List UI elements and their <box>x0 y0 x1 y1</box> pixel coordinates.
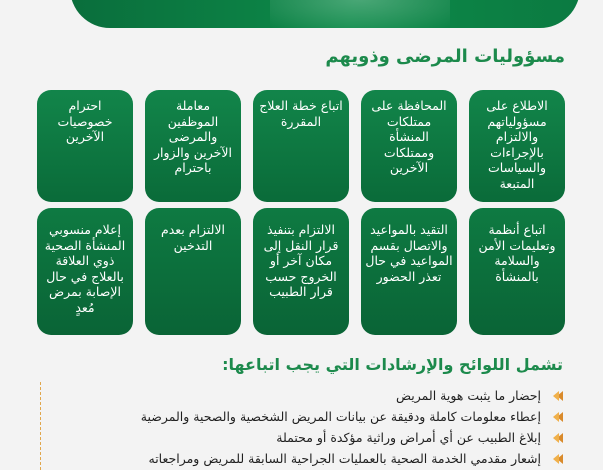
responsibility-column-5 <box>37 90 133 335</box>
responsibility-card: الالتزام بتنفيذ قرار النقل إلى مكان آخر أو الخروج حسب قرار الطبيب <box>253 208 349 335</box>
list-item <box>43 448 563 469</box>
arrow-bullet-icon <box>553 391 563 401</box>
responsibility-card: إعلام منسوبي المنشأة الصحية ذوي العلاقة بالعلاج في حال الإصابة بمرض مُعدٍ <box>37 208 133 335</box>
responsibility-card: الاطلاع على مسؤولياتهم والالتزام بالإجراءات والسياسات المتبعة <box>469 90 565 202</box>
responsibility-card: معاملة الموظفين والمرضى الآخرين والزوار باحترام <box>145 90 241 202</box>
responsibility-card: اتباع أنظمة وتعليمات الأمن والسلامة بالمنشأة <box>469 208 565 335</box>
guidelines-heading: تشمل اللوائح والإرشادات التي يجب اتباعها: <box>222 355 563 374</box>
header-banner <box>70 0 580 28</box>
responsibility-column-1 <box>469 90 565 335</box>
responsibility-card: الالتزام بعدم التدخين <box>145 208 241 335</box>
dashed-divider <box>40 382 42 470</box>
arrow-bullet-icon <box>553 412 563 422</box>
responsibility-column-2 <box>361 90 457 335</box>
arrow-bullet-icon <box>553 433 563 443</box>
list-item <box>43 385 563 406</box>
responsibility-card: اتباع خطة العلاج المقررة <box>253 90 349 202</box>
guidelines-list <box>43 385 563 469</box>
guideline-text: إشعار مقدمي الخدمة الصحية بالعمليات الجراحية السابقة للمريض ومراجعاته <box>148 451 541 466</box>
guideline-text: إبلاغ الطبيب عن أي أمراض وراثية مؤكدة أو محتملة <box>276 430 541 445</box>
list-item <box>43 406 563 427</box>
list-item <box>43 427 563 448</box>
responsibility-card: التقيد بالمواعيد والاتصال بقسم المواعيد في حال تعذر الحضور <box>361 208 457 335</box>
responsibility-column-3 <box>253 90 349 335</box>
page-title: مسؤوليات المرضى وذويهم <box>325 46 565 67</box>
guideline-text: إحضار ما يثبت هوية المريض <box>395 388 541 403</box>
responsibility-card: المحافظة على ممتلكات المنشأة وممتلكات الآخرين <box>361 90 457 202</box>
guideline-text: إعطاء معلومات كاملة ودقيقة عن بيانات المريض الشخصية والصحية والمرضية <box>140 409 541 424</box>
responsibility-column-4 <box>145 90 241 335</box>
arrow-bullet-icon <box>553 454 563 464</box>
responsibility-card: احترام خصوصيات الآخرين <box>37 90 133 202</box>
